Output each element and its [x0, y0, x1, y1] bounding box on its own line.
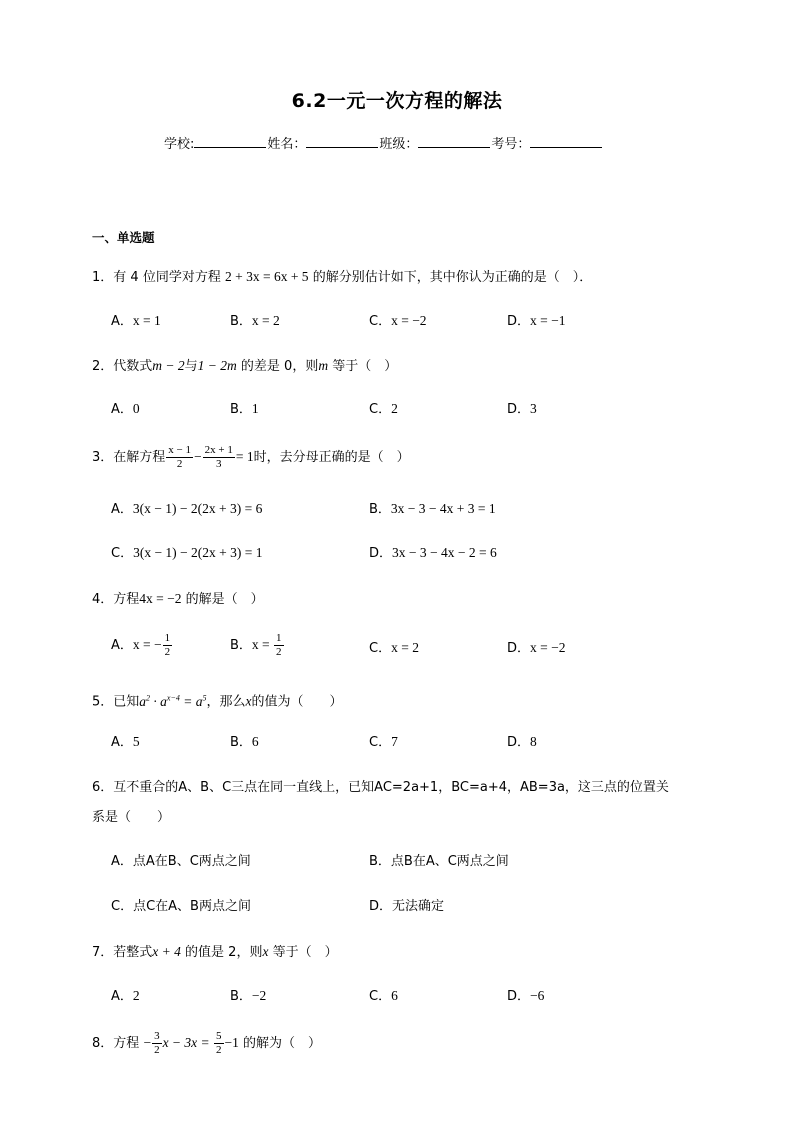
class-label: 班级：: [379, 137, 419, 152]
option-b[interactable]: B．x = $\frac{1}{2}$: [230, 632, 282, 658]
math-expression: = 1: [235, 449, 254, 464]
question-number: 4．: [92, 592, 114, 607]
question-text: 的解为（ ）: [243, 1036, 322, 1051]
fraction: $\frac{5}{2}$: [216, 1030, 222, 1056]
option-d[interactable]: D．3x − 3 − 4x − 2 = 6: [369, 545, 497, 561]
question-text: 在解方程: [113, 450, 166, 465]
option-c[interactable]: C．3(x − 1) − 2(2x + 3) = 1: [111, 545, 263, 561]
math-expression: x + 4: [152, 944, 181, 959]
question-number: 5．: [92, 694, 114, 710]
question-number: 1．: [92, 270, 114, 285]
option-a[interactable]: A．5: [111, 734, 140, 750]
option-b[interactable]: B．x = 2: [230, 313, 280, 329]
question-text: 若整式: [113, 945, 153, 960]
question-3: [92, 444, 410, 471]
question-text: 方程: [113, 1036, 140, 1051]
math-variable: x: [245, 693, 252, 709]
option-d[interactable]: D．8: [507, 734, 537, 750]
question-text: ，那么: [206, 694, 246, 710]
math-expression: 1 − 2m: [197, 358, 237, 373]
fraction: $\frac{2x + 1}{3}$: [204, 444, 233, 470]
section-heading: 一、单选题: [92, 230, 155, 245]
option-b[interactable]: B．−2: [230, 988, 267, 1004]
question-5: [92, 688, 343, 713]
question-text: 的值是 2，则: [185, 945, 263, 960]
math-operator: −: [143, 1035, 152, 1050]
question-7: [92, 942, 338, 963]
question-6-continued: 系是（ ）: [92, 810, 171, 825]
question-number: 7．: [92, 945, 114, 960]
name-label: 姓名：: [267, 137, 307, 152]
math-expression: 4x = −2: [139, 591, 182, 606]
question-2: [92, 356, 397, 377]
question-number: 6．: [92, 780, 114, 795]
question-text: 已知: [113, 694, 140, 710]
question-text: 的解分别估计如下，其中你认为正确的是（ ）．: [312, 270, 593, 285]
question-number: 3．: [92, 450, 114, 465]
name-blank[interactable]: [306, 136, 378, 148]
option-b[interactable]: B．点B在A、C两点之间: [369, 854, 509, 869]
math-expression: −1: [224, 1035, 239, 1050]
option-b[interactable]: B．3x − 3 − 4x + 3 = 1: [369, 501, 496, 517]
question-8: [92, 1030, 321, 1057]
option-d[interactable]: D．3: [507, 401, 537, 417]
math-expression: m − 2: [152, 358, 185, 373]
option-b[interactable]: B．1: [230, 401, 259, 417]
option-c[interactable]: C．6: [369, 988, 398, 1004]
option-c[interactable]: C．2: [369, 401, 398, 417]
question-text: 代数式: [113, 359, 153, 374]
math-operator: −: [194, 449, 202, 464]
question-6: [92, 778, 669, 798]
option-c[interactable]: C．点C在A、B两点之间: [111, 899, 251, 914]
class-blank[interactable]: [418, 136, 490, 148]
question-1: [92, 267, 592, 288]
math-expression: $a^2 \cdot a^{x-4} = a^5$: [139, 693, 207, 709]
option-d[interactable]: D．x = −2: [507, 640, 566, 656]
number-blank[interactable]: [530, 136, 602, 148]
fraction: $\frac{x - 1}{2}$: [168, 444, 192, 470]
option-a[interactable]: A．点A在B、C两点之间: [111, 854, 251, 869]
math-expression: 2 + 3x = 6x + 5: [224, 269, 309, 284]
question-text: 的差是 0，则: [240, 359, 319, 374]
question-text: 的值为（ ）: [251, 694, 343, 710]
option-d[interactable]: D．−6: [507, 988, 545, 1004]
math-variable: x: [262, 944, 269, 959]
question-text: 与: [184, 359, 198, 374]
question-number: 8．: [92, 1036, 114, 1051]
fraction: $\frac{3}{2}$: [154, 1030, 160, 1056]
option-c[interactable]: C．x = −2: [369, 313, 427, 329]
number-label: 考号：: [491, 137, 531, 152]
question-text: 方程: [113, 592, 140, 607]
question-4: [92, 589, 264, 610]
option-d[interactable]: D．x = −1: [507, 313, 566, 329]
option-a[interactable]: A．x = 1: [111, 313, 161, 329]
option-c[interactable]: C．x = 2: [369, 640, 419, 656]
option-d[interactable]: D．无法确定: [369, 899, 445, 914]
option-a[interactable]: A．2: [111, 988, 140, 1004]
question-text: 的解是（ ）: [185, 592, 264, 607]
question-text: 有 4 位同学对方程: [113, 270, 221, 285]
school-blank[interactable]: [194, 136, 266, 148]
question-text: 等于（ ）: [332, 359, 398, 374]
option-a[interactable]: A．3(x − 1) − 2(2x + 3) = 6: [111, 501, 263, 517]
student-info-line: [164, 133, 603, 152]
math-variable: m: [318, 358, 329, 373]
question-number: 2．: [92, 359, 114, 374]
question-text: 时，去分母正确的是（ ）: [253, 450, 410, 465]
option-a[interactable]: A．x = − $\frac{1}{2}$: [111, 632, 171, 658]
option-b[interactable]: B．6: [230, 734, 259, 750]
option-c[interactable]: C．7: [369, 734, 398, 750]
question-text: 互不重合的A、B、C三点在同一直线上，已知AC=2a+1，BC=a+4，AB=3a，这三点的位置关: [113, 780, 669, 795]
page-title: 6.2一元一次方程的解法: [291, 90, 503, 112]
question-text: 等于（ ）: [272, 945, 338, 960]
option-a[interactable]: A．0: [111, 401, 140, 417]
school-label: 学校:: [164, 137, 195, 152]
math-expression: x − 3x =: [162, 1035, 214, 1050]
